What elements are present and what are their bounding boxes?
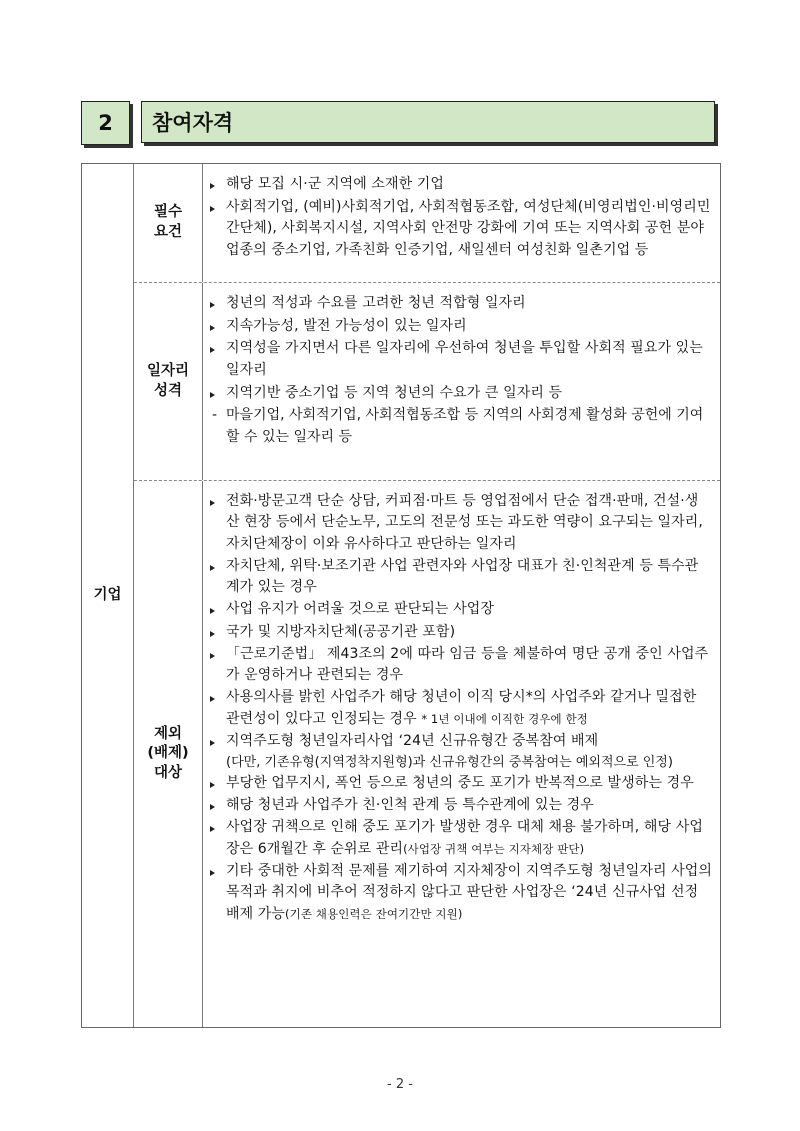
list-item: 청년의 적성과 수요를 고려한 청년 적합형 일자리 (208, 293, 712, 315)
list-item: 지속가능성, 발전 가능성이 있는 일자리 (208, 316, 712, 338)
row-label: 필수 요건 (134, 164, 203, 282)
note-blame: (사업장 귀책 여부는 지자체장 판단) (403, 841, 585, 856)
section-title: 참여자격 (141, 101, 715, 143)
note-relation: * 1년 이내에 이직한 경우에 한정 (421, 711, 588, 726)
row-excluded (134, 480, 720, 1027)
note-etc: (기존 채용인력은 잔여기간만 지원) (285, 906, 463, 921)
note-duplicate: (다만, 기존유형(지역정착지원형)과 신규유형간의 중복참여는 예외적으로 인정) (226, 755, 673, 771)
eligibility-table (81, 163, 721, 1028)
row-required (134, 164, 720, 282)
row-label: 제외 (배제) 대상 (134, 481, 203, 1027)
list-item-blame: 사업장 귀책으로 인해 중도 포기가 발생한 경우 대체 채용 불가하며, 해당 사업장은 6개월간 후 순위로 관리(사업장 귀책 여부는 지자체장 판단) (208, 817, 712, 860)
section-heading (81, 101, 722, 145)
list-item: 지역성을 가지면서 다른 일자리에 우선하여 청년을 투입할 사회적 필요가 있는 일자리 (208, 338, 712, 381)
list-item: 지역기반 중소기업 등 지역 청년의 수요가 큰 일자리 등 (208, 383, 712, 405)
list-item: 「근로기준법」 제43조의 2에 따라 임금 등을 체불하여 명단 공개 중인 사업주가 운영하거나 관련되는 경우 (208, 644, 712, 687)
list-item-etc: 기타 중대한 사회적 문제를 제기하여 지자체장이 지역주도형 청년일자리 사업의 목적과 취지에 비추어 적정하지 않다고 판단한 사업장은 ‘24년 신규사업 선정 배제 가능(기존 채용인력은 잔여기간만 지원) (208, 861, 712, 925)
list-item: 해당 모집 시·군 지역에 소재한 기업 (208, 174, 712, 196)
category-label: 기업 (82, 164, 134, 1027)
row-label: 일자리 성격 (134, 283, 203, 480)
page-number: - 2 - (387, 1077, 413, 1092)
list-item: 전화·방문고객 단순 상담, 커피점·마트 등 영업점에서 단순 접객·판매, 건설·생산 현장 등에서 단순노무, 고도의 전문성 또는 과도한 역량이 요구되는 일자리, 자치단체장이 이와 유사하다고 판단하는 일자리 (208, 491, 712, 555)
row-job-nature (134, 282, 720, 480)
list-item: 자치단체, 위탁·보조기관 사업 관련자와 사업장 대표가 친·인척관계 등 특수관계가 있는 경우 (208, 556, 712, 599)
dash-item: - 마을기업, 사회적기업, 사회적협동조합 등 지역의 사회경제 활성화 공헌에 기여할 수 있는 일자리 등 (208, 405, 712, 448)
list-item-relation: 사용의사를 밝힌 사업주가 해당 청년이 이직 당시*의 사업주와 같거나 밀접한 관련성이 있다고 인정되는 경우 * 1년 이내에 이직한 경우에 한정 (208, 687, 712, 730)
list-item: 해당 청년과 사업주가 친·인척 관계 등 특수관계에 있는 경우 (208, 795, 712, 816)
section-number: 2 (81, 101, 130, 145)
list-item: 국가 및 지방자치단체(공공기관 포함) (208, 622, 712, 643)
list-item: 부당한 업무지시, 폭언 등으로 청년의 중도 포기가 반복적으로 발생하는 경우 (208, 773, 712, 794)
list-item: 사업 유지가 어려울 것으로 판단되는 사업장 (208, 599, 712, 620)
list-item: 지역주도형 청년일자리사업 ‘24년 신규유형간 중복참여 배제 (208, 731, 712, 752)
list-item: 사회적기업, (예비)사회적기업, 사회적협동조합, 여성단체(비영리법인·비영리민간단체), 사회복지시설, 지역사회 안전망 강화에 기여 또는 지역사회 공헌 분야 업종의 중소기업, 가족친화 인증기업, 새일센터 여성친화 일촌기업 등 (208, 197, 712, 262)
